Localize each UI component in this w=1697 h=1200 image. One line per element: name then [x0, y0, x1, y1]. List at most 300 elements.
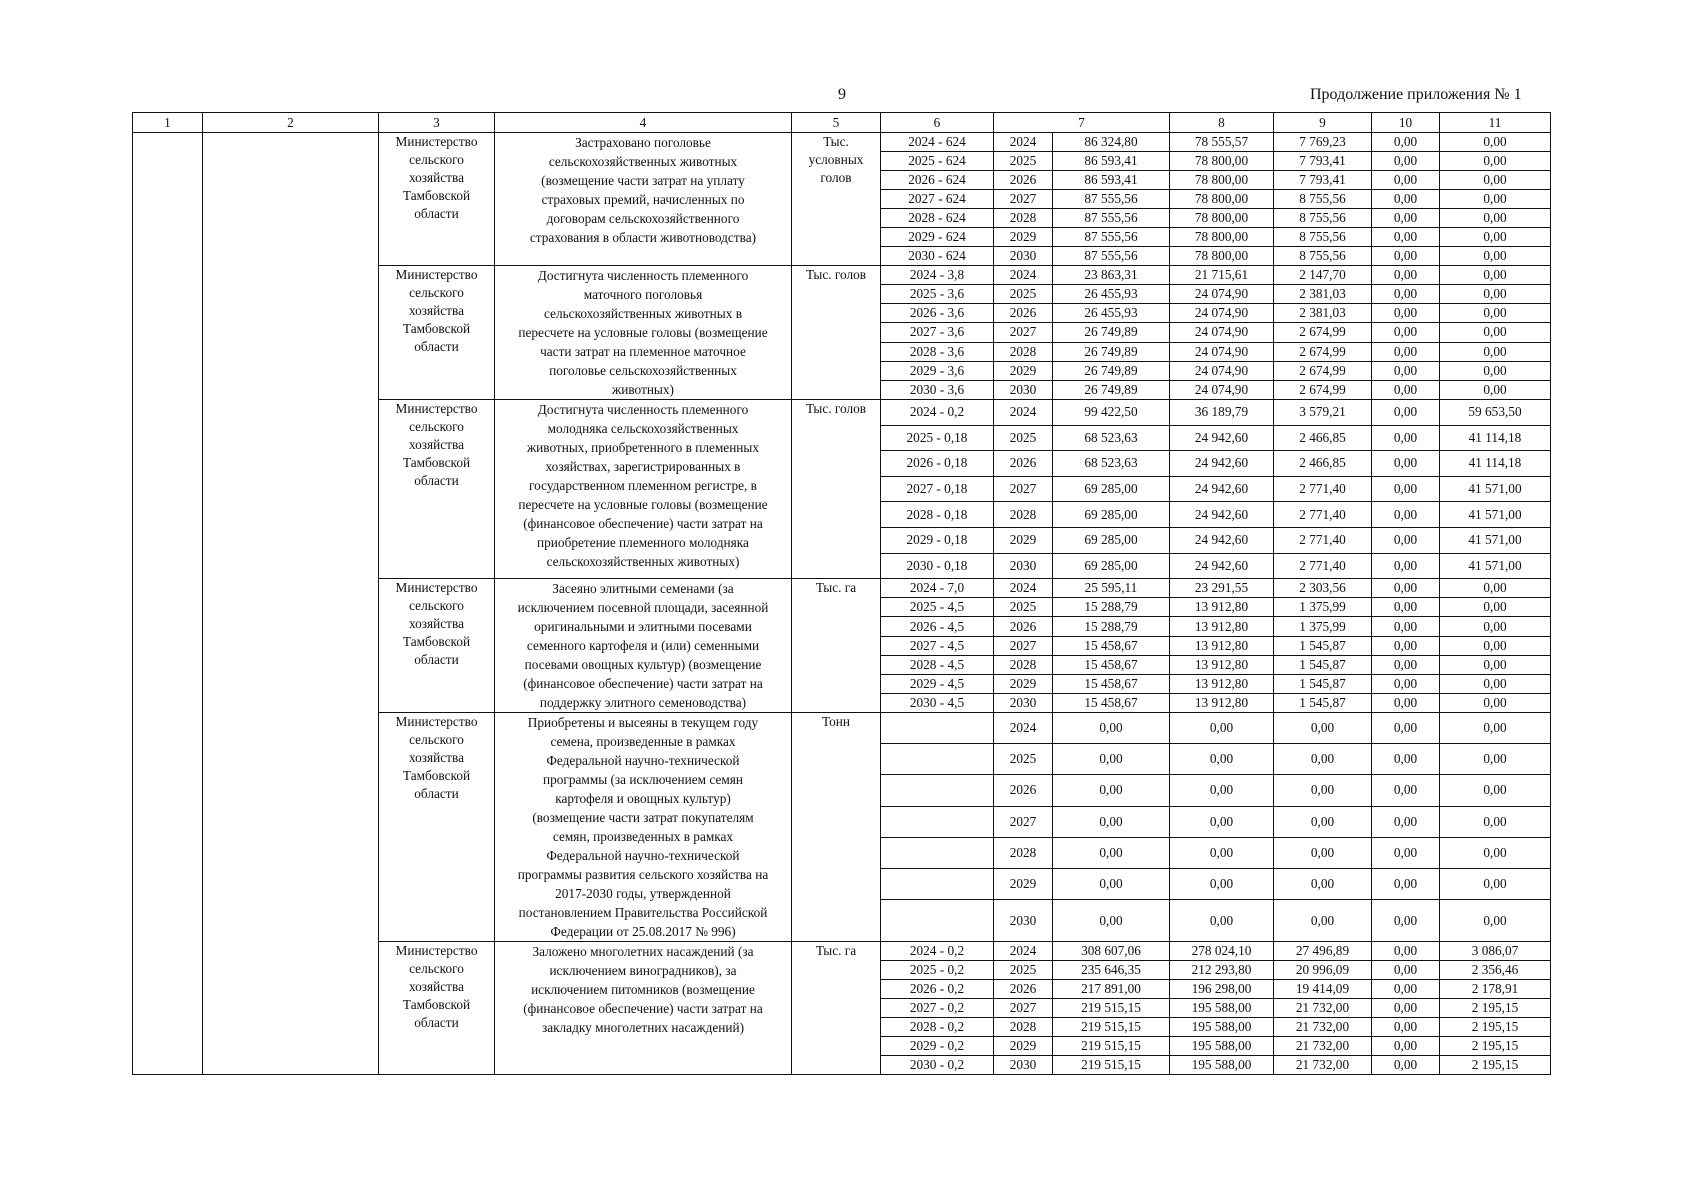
federal-budget-cell: 0,00	[1170, 806, 1274, 837]
target-value-cell	[881, 806, 994, 837]
executor-cell-line: хозяйства	[409, 750, 464, 766]
year-cell: 2030	[994, 694, 1053, 713]
executor-cell-line: Тамбовской	[402, 455, 471, 470]
target-value-cell: 2025 - 624	[881, 152, 994, 171]
other-sources-cell: 0,00	[1440, 190, 1551, 209]
total-cell: 219 515,15	[1053, 999, 1170, 1018]
federal-budget-cell: 24 942,60	[1170, 553, 1274, 579]
federal-budget-cell: 78 800,00	[1170, 247, 1274, 266]
year-cell: 2025	[994, 285, 1053, 304]
federal-budget-cell: 78 800,00	[1170, 171, 1274, 190]
indicator-cell-line: исключением виноградников), за	[549, 963, 737, 979]
year-cell: 2030	[994, 1056, 1053, 1075]
unit-cell-line: Тонн	[821, 714, 850, 730]
indicator-cell-line: программы развития сельского хозяйства на	[517, 867, 769, 883]
regional-budget-cell: 1 375,99	[1274, 617, 1372, 636]
continuation-label: Продолжение приложения № 1	[1310, 86, 1522, 103]
target-value-cell: 2027 - 4,5	[881, 636, 994, 655]
appendix-table	[132, 112, 1551, 1075]
local-budget-cell: 0,00	[1372, 152, 1440, 171]
local-budget-cell: 0,00	[1372, 171, 1440, 190]
indicator-cell-line: хозяйствах, зарегистрированных в	[545, 459, 741, 474]
other-sources-cell: 2 356,46	[1440, 961, 1551, 980]
regional-budget-cell: 2 674,99	[1274, 323, 1372, 342]
indicator-cell-line: Засеяно элитными семенами (за	[552, 581, 734, 597]
federal-budget-cell: 13 912,80	[1170, 655, 1274, 674]
unit-cell-line: Тыс. га	[815, 580, 857, 596]
local-budget-cell: 0,00	[1372, 190, 1440, 209]
total-cell: 68 523,63	[1053, 451, 1170, 477]
federal-budget-cell: 24 074,90	[1170, 380, 1274, 399]
other-sources-cell: 2 195,15	[1440, 999, 1551, 1018]
regional-budget-cell: 3 579,21	[1274, 400, 1372, 426]
other-sources-cell: 0,00	[1440, 694, 1551, 713]
target-value-cell: 2025 - 0,18	[881, 425, 994, 451]
unit-cell-line: голов	[820, 170, 852, 185]
regional-budget-cell: 2 674,99	[1274, 342, 1372, 361]
year-cell: 2026	[994, 980, 1053, 999]
other-sources-cell: 0,00	[1440, 837, 1551, 868]
local-budget-cell: 0,00	[1372, 304, 1440, 323]
total-cell: 15 288,79	[1053, 617, 1170, 636]
local-budget-cell: 0,00	[1372, 694, 1440, 713]
regional-budget-cell: 2 147,70	[1274, 266, 1372, 285]
total-cell: 26 455,93	[1053, 285, 1170, 304]
target-value-cell	[881, 837, 994, 868]
other-sources-cell: 0,00	[1440, 713, 1551, 744]
indicator-cell-line: государственном племенном регистре, в	[529, 478, 757, 493]
year-cell: 2027	[994, 636, 1053, 655]
year-cell: 2024	[994, 713, 1053, 744]
total-cell: 26 749,89	[1053, 380, 1170, 399]
unit-cell	[792, 400, 881, 579]
executor-cell-line: Министерство	[395, 134, 478, 149]
year-cell: 2024	[994, 579, 1053, 598]
year-cell: 2029	[994, 361, 1053, 380]
indicator-cell-line: сельскохозяйственных животных)	[546, 554, 740, 569]
regional-budget-cell: 2 381,03	[1274, 304, 1372, 323]
total-cell: 86 324,80	[1053, 133, 1170, 152]
executor-cell-line: Тамбовской	[402, 634, 471, 650]
indicator-cell-line: молодняка сельскохозяйственных	[547, 421, 739, 436]
federal-budget-cell: 13 912,80	[1170, 694, 1274, 713]
year-cell: 2028	[994, 209, 1053, 228]
regional-budget-cell: 27 496,89	[1274, 942, 1372, 961]
total-cell: 15 458,67	[1053, 655, 1170, 674]
target-value-cell: 2024 - 7,0	[881, 579, 994, 598]
local-budget-cell: 0,00	[1372, 1018, 1440, 1037]
page-number: 9	[838, 86, 846, 103]
regional-budget-cell: 2 381,03	[1274, 285, 1372, 304]
total-cell: 25 595,11	[1053, 579, 1170, 598]
regional-budget-cell: 1 545,87	[1274, 636, 1372, 655]
column-header: 1	[133, 113, 203, 133]
executor-cell-line: Министерство	[395, 580, 478, 596]
executor-cell-line: области	[414, 786, 459, 802]
total-cell: 23 863,31	[1053, 266, 1170, 285]
target-value-cell: 2028 - 4,5	[881, 655, 994, 674]
year-cell: 2024	[994, 266, 1053, 285]
total-cell: 0,00	[1053, 868, 1170, 899]
federal-budget-cell: 0,00	[1170, 899, 1274, 941]
other-sources-cell: 0,00	[1440, 674, 1551, 693]
year-cell: 2029	[994, 1037, 1053, 1056]
regional-budget-cell: 2 771,40	[1274, 502, 1372, 528]
local-budget-cell: 0,00	[1372, 868, 1440, 899]
executor-cell-line: области	[414, 1015, 459, 1031]
total-cell: 26 455,93	[1053, 304, 1170, 323]
total-cell: 68 523,63	[1053, 425, 1170, 451]
column-header: 10	[1372, 113, 1440, 133]
executor-cell	[379, 400, 495, 579]
local-budget-cell: 0,00	[1372, 617, 1440, 636]
regional-budget-cell: 0,00	[1274, 806, 1372, 837]
other-sources-cell: 0,00	[1440, 899, 1551, 941]
unit-cell	[792, 266, 881, 400]
regional-budget-cell: 0,00	[1274, 868, 1372, 899]
local-budget-cell: 0,00	[1372, 451, 1440, 477]
local-budget-cell: 0,00	[1372, 980, 1440, 999]
other-sources-cell: 0,00	[1440, 304, 1551, 323]
executor-cell-line: области	[414, 652, 459, 668]
indicator-cell	[495, 942, 792, 1075]
executor-cell	[379, 133, 495, 266]
other-sources-cell: 41 571,00	[1440, 527, 1551, 553]
indicator-cell-line: Заложено многолетних насаждений (за	[532, 944, 754, 960]
executor-cell-line: сельского	[409, 285, 464, 300]
total-cell: 0,00	[1053, 899, 1170, 941]
column-header: 5	[792, 113, 881, 133]
executor-cell-line: Министерство	[395, 943, 478, 959]
year-cell: 2028	[994, 1018, 1053, 1037]
unit-cell	[792, 133, 881, 266]
target-value-cell: 2024 - 624	[881, 133, 994, 152]
year-cell: 2025	[994, 598, 1053, 617]
regional-budget-cell: 7 769,23	[1274, 133, 1372, 152]
year-cell: 2025	[994, 744, 1053, 775]
executor-cell	[379, 942, 495, 1075]
indicator-cell-line: (возмещение части затрат на уплату	[541, 173, 745, 188]
regional-budget-cell: 1 375,99	[1274, 598, 1372, 617]
local-budget-cell: 0,00	[1372, 553, 1440, 579]
indicator-cell-line: пересчете на условные головы (возмещение	[518, 325, 768, 340]
federal-budget-cell: 195 588,00	[1170, 1056, 1274, 1075]
regional-budget-cell: 1 545,87	[1274, 674, 1372, 693]
federal-budget-cell: 24 074,90	[1170, 304, 1274, 323]
col2-empty	[203, 133, 379, 1075]
indicator-cell-line: сельскохозяйственных животных в	[544, 306, 742, 321]
other-sources-cell: 41 114,18	[1440, 425, 1551, 451]
total-cell: 0,00	[1053, 744, 1170, 775]
regional-budget-cell: 2 771,40	[1274, 527, 1372, 553]
local-budget-cell: 0,00	[1372, 380, 1440, 399]
other-sources-cell: 0,00	[1440, 285, 1551, 304]
indicator-cell-line: поддержку элитного семеноводства)	[539, 695, 747, 711]
regional-budget-cell: 7 793,41	[1274, 152, 1372, 171]
federal-budget-cell: 24 074,90	[1170, 342, 1274, 361]
federal-budget-cell: 13 912,80	[1170, 598, 1274, 617]
federal-budget-cell: 24 942,60	[1170, 527, 1274, 553]
regional-budget-cell: 2 303,56	[1274, 579, 1372, 598]
federal-budget-cell: 23 291,55	[1170, 579, 1274, 598]
indicator-cell-line: поголовье сельскохозяйственных	[549, 363, 737, 378]
federal-budget-cell: 0,00	[1170, 837, 1274, 868]
total-cell: 219 515,15	[1053, 1018, 1170, 1037]
executor-cell-line: хозяйства	[409, 170, 464, 185]
regional-budget-cell: 1 545,87	[1274, 655, 1372, 674]
indicator-cell-line: посевами овощных культур) (возмещение	[524, 657, 762, 673]
federal-budget-cell: 195 588,00	[1170, 1018, 1274, 1037]
other-sources-cell: 59 653,50	[1440, 400, 1551, 426]
year-cell: 2029	[994, 228, 1053, 247]
executor-cell-line: Министерство	[395, 714, 478, 730]
unit-cell-line: Тыс.	[823, 134, 849, 149]
regional-budget-cell: 0,00	[1274, 899, 1372, 941]
local-budget-cell: 0,00	[1372, 636, 1440, 655]
total-cell: 99 422,50	[1053, 400, 1170, 426]
indicator-cell-line: Федеральной научно-технической	[546, 848, 740, 864]
executor-cell	[379, 713, 495, 942]
federal-budget-cell: 13 912,80	[1170, 617, 1274, 636]
year-cell: 2030	[994, 380, 1053, 399]
indicator-cell-line: семена, произведенные в рамках	[550, 734, 736, 750]
local-budget-cell: 0,00	[1372, 999, 1440, 1018]
executor-cell-line: области	[414, 473, 459, 488]
total-cell: 217 891,00	[1053, 980, 1170, 999]
indicator-cell-line: Застраховано поголовье	[575, 135, 711, 150]
total-cell: 26 749,89	[1053, 323, 1170, 342]
indicator-cell-line: животных, приобретенного в племенных	[526, 440, 760, 455]
unit-cell	[792, 942, 881, 1075]
year-cell: 2029	[994, 527, 1053, 553]
column-header: 2	[203, 113, 379, 133]
column-header: 4	[495, 113, 792, 133]
local-budget-cell: 0,00	[1372, 942, 1440, 961]
local-budget-cell: 0,00	[1372, 400, 1440, 426]
regional-budget-cell: 0,00	[1274, 775, 1372, 806]
other-sources-cell: 0,00	[1440, 247, 1551, 266]
year-cell: 2027	[994, 323, 1053, 342]
other-sources-cell: 0,00	[1440, 380, 1551, 399]
total-cell: 235 646,35	[1053, 961, 1170, 980]
year-cell: 2025	[994, 152, 1053, 171]
regional-budget-cell: 8 755,56	[1274, 190, 1372, 209]
target-value-cell: 2024 - 3,8	[881, 266, 994, 285]
total-cell: 69 285,00	[1053, 527, 1170, 553]
indicator-cell-line: Достигнута численность племенного	[537, 402, 749, 417]
executor-cell-line: сельского	[409, 732, 464, 748]
total-cell: 308 607,06	[1053, 942, 1170, 961]
year-cell: 2027	[994, 806, 1053, 837]
column-header: 6	[881, 113, 994, 133]
regional-budget-cell: 2 771,40	[1274, 476, 1372, 502]
total-cell: 87 555,56	[1053, 190, 1170, 209]
federal-budget-cell: 0,00	[1170, 744, 1274, 775]
indicator-cell-line: семян, произведенных в рамках	[552, 829, 734, 845]
executor-cell-line: хозяйства	[409, 979, 464, 995]
regional-budget-cell: 21 732,00	[1274, 1018, 1372, 1037]
target-value-cell: 2026 - 0,18	[881, 451, 994, 477]
other-sources-cell: 41 571,00	[1440, 476, 1551, 502]
indicator-cell-line: (финансовое обеспечение) части затрат на	[523, 516, 763, 531]
local-budget-cell: 0,00	[1372, 361, 1440, 380]
federal-budget-cell: 24 074,90	[1170, 323, 1274, 342]
total-cell: 86 593,41	[1053, 152, 1170, 171]
indicator-cell	[495, 266, 792, 400]
target-value-cell: 2027 - 3,6	[881, 323, 994, 342]
federal-budget-cell: 78 800,00	[1170, 209, 1274, 228]
col1-empty	[133, 133, 203, 1075]
target-value-cell: 2028 - 0,2	[881, 1018, 994, 1037]
executor-cell-line: Тамбовской	[402, 768, 471, 784]
federal-budget-cell: 278 024,10	[1170, 942, 1274, 961]
regional-budget-cell: 20 996,09	[1274, 961, 1372, 980]
target-value-cell	[881, 868, 994, 899]
other-sources-cell: 0,00	[1440, 655, 1551, 674]
other-sources-cell: 0,00	[1440, 266, 1551, 285]
indicator-cell-line: исключением питомников (возмещение	[531, 982, 755, 998]
total-cell: 15 458,67	[1053, 636, 1170, 655]
executor-cell-line: Тамбовской	[402, 997, 471, 1013]
column-header: 3	[379, 113, 495, 133]
federal-budget-cell: 13 912,80	[1170, 636, 1274, 655]
total-cell: 69 285,00	[1053, 476, 1170, 502]
local-budget-cell: 0,00	[1372, 598, 1440, 617]
unit-cell-line: условных	[808, 152, 864, 167]
other-sources-cell: 0,00	[1440, 171, 1551, 190]
local-budget-cell: 0,00	[1372, 899, 1440, 941]
federal-budget-cell: 24 942,60	[1170, 502, 1274, 528]
year-cell: 2028	[994, 342, 1053, 361]
column-header: 11	[1440, 113, 1551, 133]
target-value-cell: 2026 - 4,5	[881, 617, 994, 636]
local-budget-cell: 0,00	[1372, 476, 1440, 502]
target-value-cell: 2028 - 3,6	[881, 342, 994, 361]
executor-cell-line: Тамбовской	[402, 188, 471, 203]
target-value-cell: 2027 - 0,2	[881, 999, 994, 1018]
local-budget-cell: 0,00	[1372, 806, 1440, 837]
regional-budget-cell: 0,00	[1274, 837, 1372, 868]
target-value-cell: 2026 - 0,2	[881, 980, 994, 999]
unit-cell-line: Тыс. голов	[805, 401, 867, 416]
local-budget-cell: 0,00	[1372, 674, 1440, 693]
total-cell: 69 285,00	[1053, 553, 1170, 579]
year-cell: 2028	[994, 837, 1053, 868]
target-value-cell: 2026 - 624	[881, 171, 994, 190]
other-sources-cell: 0,00	[1440, 323, 1551, 342]
indicator-cell-line: приобретение племенного молодняка	[537, 535, 749, 550]
regional-budget-cell: 21 732,00	[1274, 999, 1372, 1018]
target-value-cell	[881, 744, 994, 775]
indicator-cell-line: Достигнута численность племенного	[537, 268, 749, 283]
local-budget-cell: 0,00	[1372, 285, 1440, 304]
indicator-cell-line: (возмещение части затрат покупателям	[532, 810, 754, 826]
year-cell: 2026	[994, 617, 1053, 636]
executor-cell-line: сельского	[409, 152, 464, 167]
indicator-cell	[495, 713, 792, 942]
federal-budget-cell: 24 074,90	[1170, 361, 1274, 380]
target-value-cell: 2029 - 0,18	[881, 527, 994, 553]
total-cell: 0,00	[1053, 713, 1170, 744]
other-sources-cell: 0,00	[1440, 775, 1551, 806]
year-cell: 2027	[994, 190, 1053, 209]
other-sources-cell: 2 195,15	[1440, 1018, 1551, 1037]
total-cell: 87 555,56	[1053, 228, 1170, 247]
year-cell: 2027	[994, 999, 1053, 1018]
other-sources-cell: 2 195,15	[1440, 1037, 1551, 1056]
indicator-cell-line: Приобретены и высеяны в текущем году	[527, 715, 759, 731]
unit-cell-line: Тыс. голов	[805, 267, 867, 282]
other-sources-cell: 0,00	[1440, 598, 1551, 617]
target-value-cell	[881, 775, 994, 806]
local-budget-cell: 0,00	[1372, 247, 1440, 266]
regional-budget-cell: 2 674,99	[1274, 380, 1372, 399]
year-cell: 2030	[994, 553, 1053, 579]
indicator-cell-line: (финансовое обеспечение) части затрат на	[523, 676, 763, 692]
indicator-cell-line: (финансовое обеспечение) части затрат на	[523, 1001, 763, 1017]
target-value-cell: 2027 - 624	[881, 190, 994, 209]
indicator-cell-line: сельскохозяйственных животных	[548, 154, 738, 169]
other-sources-cell: 0,00	[1440, 617, 1551, 636]
target-value-cell: 2029 - 624	[881, 228, 994, 247]
federal-budget-cell: 212 293,80	[1170, 961, 1274, 980]
target-value-cell: 2030 - 0,2	[881, 1056, 994, 1075]
executor-cell	[379, 579, 495, 713]
other-sources-cell: 41 571,00	[1440, 553, 1551, 579]
federal-budget-cell: 24 074,90	[1170, 285, 1274, 304]
local-budget-cell: 0,00	[1372, 655, 1440, 674]
indicator-cell-line: картофеля и овощных культур)	[555, 791, 731, 807]
year-cell: 2024	[994, 133, 1053, 152]
local-budget-cell: 0,00	[1372, 502, 1440, 528]
total-cell: 26 749,89	[1053, 361, 1170, 380]
other-sources-cell: 0,00	[1440, 133, 1551, 152]
target-value-cell: 2026 - 3,6	[881, 304, 994, 323]
local-budget-cell: 0,00	[1372, 1056, 1440, 1075]
local-budget-cell: 0,00	[1372, 744, 1440, 775]
local-budget-cell: 0,00	[1372, 133, 1440, 152]
executor-cell-line: сельского	[409, 598, 464, 614]
local-budget-cell: 0,00	[1372, 837, 1440, 868]
other-sources-cell: 41 114,18	[1440, 451, 1551, 477]
executor-cell-line: Министерство	[395, 401, 478, 416]
local-budget-cell: 0,00	[1372, 425, 1440, 451]
local-budget-cell: 0,00	[1372, 775, 1440, 806]
executor-cell-line: Министерство	[395, 267, 478, 282]
regional-budget-cell: 19 414,09	[1274, 980, 1372, 999]
regional-budget-cell: 7 793,41	[1274, 171, 1372, 190]
year-cell: 2025	[994, 425, 1053, 451]
unit-cell-line: Тыс. га	[815, 943, 857, 959]
indicator-cell-line: программы (за исключением семян	[542, 772, 744, 788]
total-cell: 219 515,15	[1053, 1037, 1170, 1056]
local-budget-cell: 0,00	[1372, 961, 1440, 980]
indicator-cell-line: Федерации от 25.08.2017 № 996)	[550, 924, 736, 940]
indicator-cell-line: страховых премий, начисленных по	[541, 192, 745, 207]
indicator-cell	[495, 579, 792, 713]
other-sources-cell: 0,00	[1440, 636, 1551, 655]
year-cell: 2028	[994, 655, 1053, 674]
executor-cell-line: сельского	[409, 961, 464, 977]
year-cell: 2026	[994, 304, 1053, 323]
local-budget-cell: 0,00	[1372, 527, 1440, 553]
indicator-cell-line: части затрат на племенное маточное	[540, 344, 746, 359]
regional-budget-cell: 2 466,85	[1274, 451, 1372, 477]
federal-budget-cell: 0,00	[1170, 775, 1274, 806]
year-cell: 2029	[994, 868, 1053, 899]
target-value-cell: 2027 - 0,18	[881, 476, 994, 502]
indicator-cell	[495, 400, 792, 579]
